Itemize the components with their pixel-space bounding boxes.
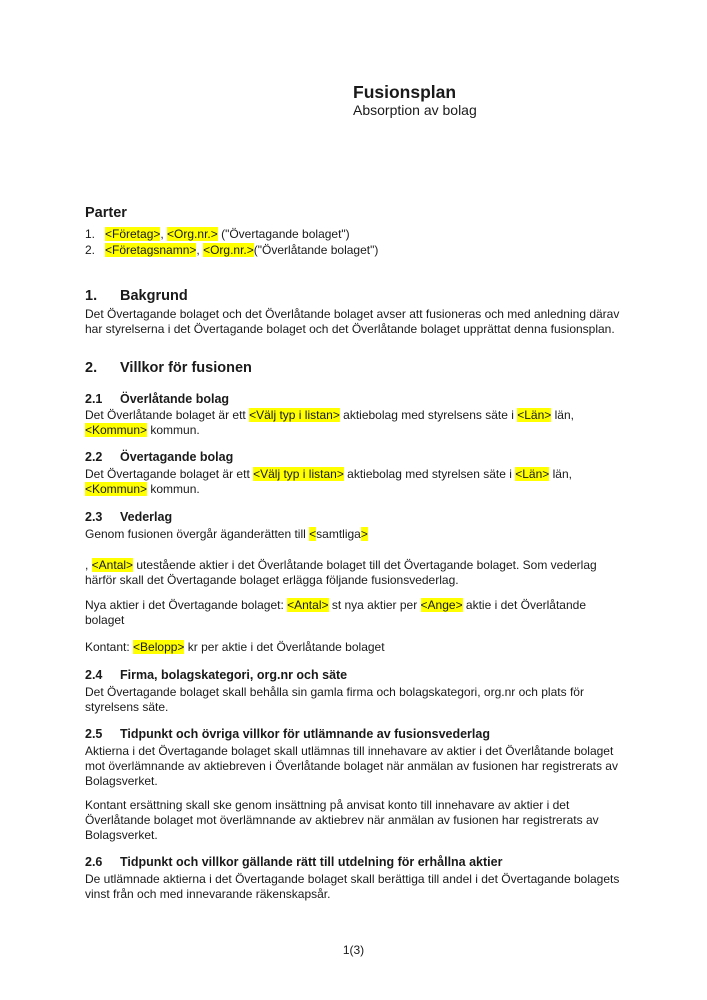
text-run: , <box>85 557 92 572</box>
placeholder-field[interactable]: <Kommun> <box>85 423 148 438</box>
placeholder-field[interactable]: <Län> <box>517 408 552 423</box>
placeholder-field[interactable]: <Org.nr.> <box>203 242 254 257</box>
paragraph <box>85 744 627 790</box>
paragraph <box>85 685 627 716</box>
subsection-label: Firma, bolagskategori, org.nr och säte <box>120 668 348 683</box>
subsection-heading-2-6 <box>85 855 627 870</box>
list-item-number: 2. <box>85 242 96 257</box>
paragraph <box>85 872 627 903</box>
subsection-number: 2.6 <box>85 855 103 870</box>
subsection-heading-2-2 <box>85 450 627 465</box>
list-item-text <box>105 243 627 259</box>
parter-list <box>85 227 627 258</box>
text-run: Det Övertagande bolaget är ett <box>85 466 254 481</box>
subsection-heading-2-5 <box>85 727 627 742</box>
placeholder-field[interactable]: <Antal> <box>287 598 329 613</box>
section-label: Villkor för fusionen <box>120 359 252 376</box>
text-run: aktiebolag med styrelsens säte i <box>339 408 518 423</box>
section-label: Bakgrund <box>120 288 188 304</box>
subsection-number: 2.5 <box>85 727 103 742</box>
list-item-text <box>105 227 627 243</box>
placeholder-field[interactable]: <Ange> <box>420 598 463 613</box>
paragraph <box>85 408 627 439</box>
list-item <box>85 227 627 243</box>
placeholder-field[interactable]: <Kommun> <box>85 481 148 496</box>
text-run: Kontant: <box>85 640 134 655</box>
text-run: st nya aktier per <box>328 598 421 613</box>
text-run: Nya aktier i det Övertagande bolaget: <box>85 598 288 613</box>
placeholder-field[interactable]: <Företagsnamn> <box>105 242 197 257</box>
heading-label: Parter <box>85 205 127 221</box>
placeholder-field[interactable]: <Belopp> <box>133 640 185 655</box>
text-run: ("Övertagande bolaget") <box>217 227 350 241</box>
subsection-heading-2-1 <box>85 392 627 407</box>
placeholder-field[interactable]: <Företag> <box>105 227 161 241</box>
title-block <box>353 0 627 119</box>
paragraph <box>85 798 627 844</box>
text-run: Det Övertagande bolaget och det Överlåtande bolaget avser att fusioneras och med anledning därav har styrelserna i det Övertagande bolaget och det Överlåtande bolaget upprättat denna fusionsplan. <box>85 307 620 337</box>
text-run: Genom fusionen övergår äganderätten till <box>85 526 310 541</box>
subsection-heading-2-4 <box>85 668 627 683</box>
placeholder-field[interactable]: <Län> <box>515 466 550 481</box>
text-run: aktiebolag med styrelsen säte i <box>343 466 516 481</box>
text-run: utestående aktier i det Överlåtande bolaget till det Övertagande bolaget. Som vederlag härför skall det Övertagande bolaget erlägga följande fusionsvederlag. <box>85 557 597 587</box>
text-run: Det Övertagande bolaget skall behålla sin gamla firma och bolagskategori, org.nr och plats för styrelsens säte. <box>85 684 584 714</box>
text-run: län, <box>551 408 574 423</box>
placeholder-field[interactable]: <Välj typ i listan> <box>253 466 344 481</box>
section-number: 2. <box>85 359 98 376</box>
page-number: 1(3) <box>342 943 365 957</box>
subsection-number: 2.4 <box>85 668 103 683</box>
text-run: , <box>160 227 168 241</box>
section-heading-bakgrund <box>85 288 627 305</box>
text-run: kommun. <box>147 481 200 496</box>
text-run: samtliga <box>316 526 361 541</box>
paragraph <box>85 640 627 655</box>
paragraph <box>85 307 627 338</box>
document-title: Fusionsplan <box>353 82 457 102</box>
subsection-heading-2-3 <box>85 510 627 525</box>
subsection-label: Vederlag <box>120 510 173 525</box>
placeholder-field[interactable]: < <box>309 526 317 541</box>
parter-heading <box>85 205 627 222</box>
list-item-number: 1. <box>85 227 96 241</box>
subsection-label: Överlåtande bolag <box>120 391 230 406</box>
placeholder-field[interactable]: <Antal> <box>91 557 134 572</box>
paragraph <box>85 598 627 629</box>
section-number: 1. <box>85 288 98 304</box>
section-heading-villkor <box>85 360 627 377</box>
text-run: Det Överlåtande bolaget är ett <box>85 408 250 423</box>
text-run: , <box>196 242 204 257</box>
subsection-number: 2.3 <box>85 510 103 525</box>
text-run: aktie i det Överlåtande bolaget <box>85 598 586 628</box>
document-subtitle: Absorption av bolag <box>353 102 477 118</box>
text-run: De utlämnade aktierna i det Övertagande bolaget skall berättiga till andel i det Övertagande bolagets vinst från och med innevarande räkenskapsår. <box>85 871 620 902</box>
paragraph <box>85 467 627 498</box>
subsection-label: Övertagande bolag <box>120 450 234 465</box>
text-run: kommun. <box>147 423 200 438</box>
placeholder-field[interactable]: <Org.nr.> <box>167 227 218 241</box>
text-run: Aktierna i det Övertagande bolaget skall utlämnas till innehavare av aktier i det Överlåtande bolaget mot överlämnande av aktiebreven i Överlåtande bolaget när anmälan av fusionen har registrerats av Bolagsverket. <box>85 743 618 789</box>
paragraph <box>85 558 627 589</box>
text-run: Kontant ersättning skall ske genom insättning på anvisat konto till innehavare av aktier i det Överlåtande bolaget mot överlämnande av aktiebrev när anmälan av fusionen har registrerats av Bolagsverket. <box>85 797 599 843</box>
placeholder-field[interactable]: <Välj typ i listan> <box>249 408 340 423</box>
subsection-number: 2.1 <box>85 391 103 406</box>
paragraph <box>85 527 627 542</box>
subsection-number: 2.2 <box>85 450 103 465</box>
subsection-label: Tidpunkt och villkor gällande rätt till utdelning för erhållna aktier <box>120 855 503 870</box>
list-item <box>85 243 627 259</box>
text-run: ("Överlåtande bolaget") <box>253 242 379 257</box>
subsection-label: Tidpunkt och övriga villkor för utlämnande av fusionsvederlag <box>120 727 490 742</box>
text-run: län, <box>549 466 572 481</box>
text-run: kr per aktie i det Överlåtande bolaget <box>184 640 385 655</box>
placeholder-field[interactable]: > <box>360 526 368 541</box>
